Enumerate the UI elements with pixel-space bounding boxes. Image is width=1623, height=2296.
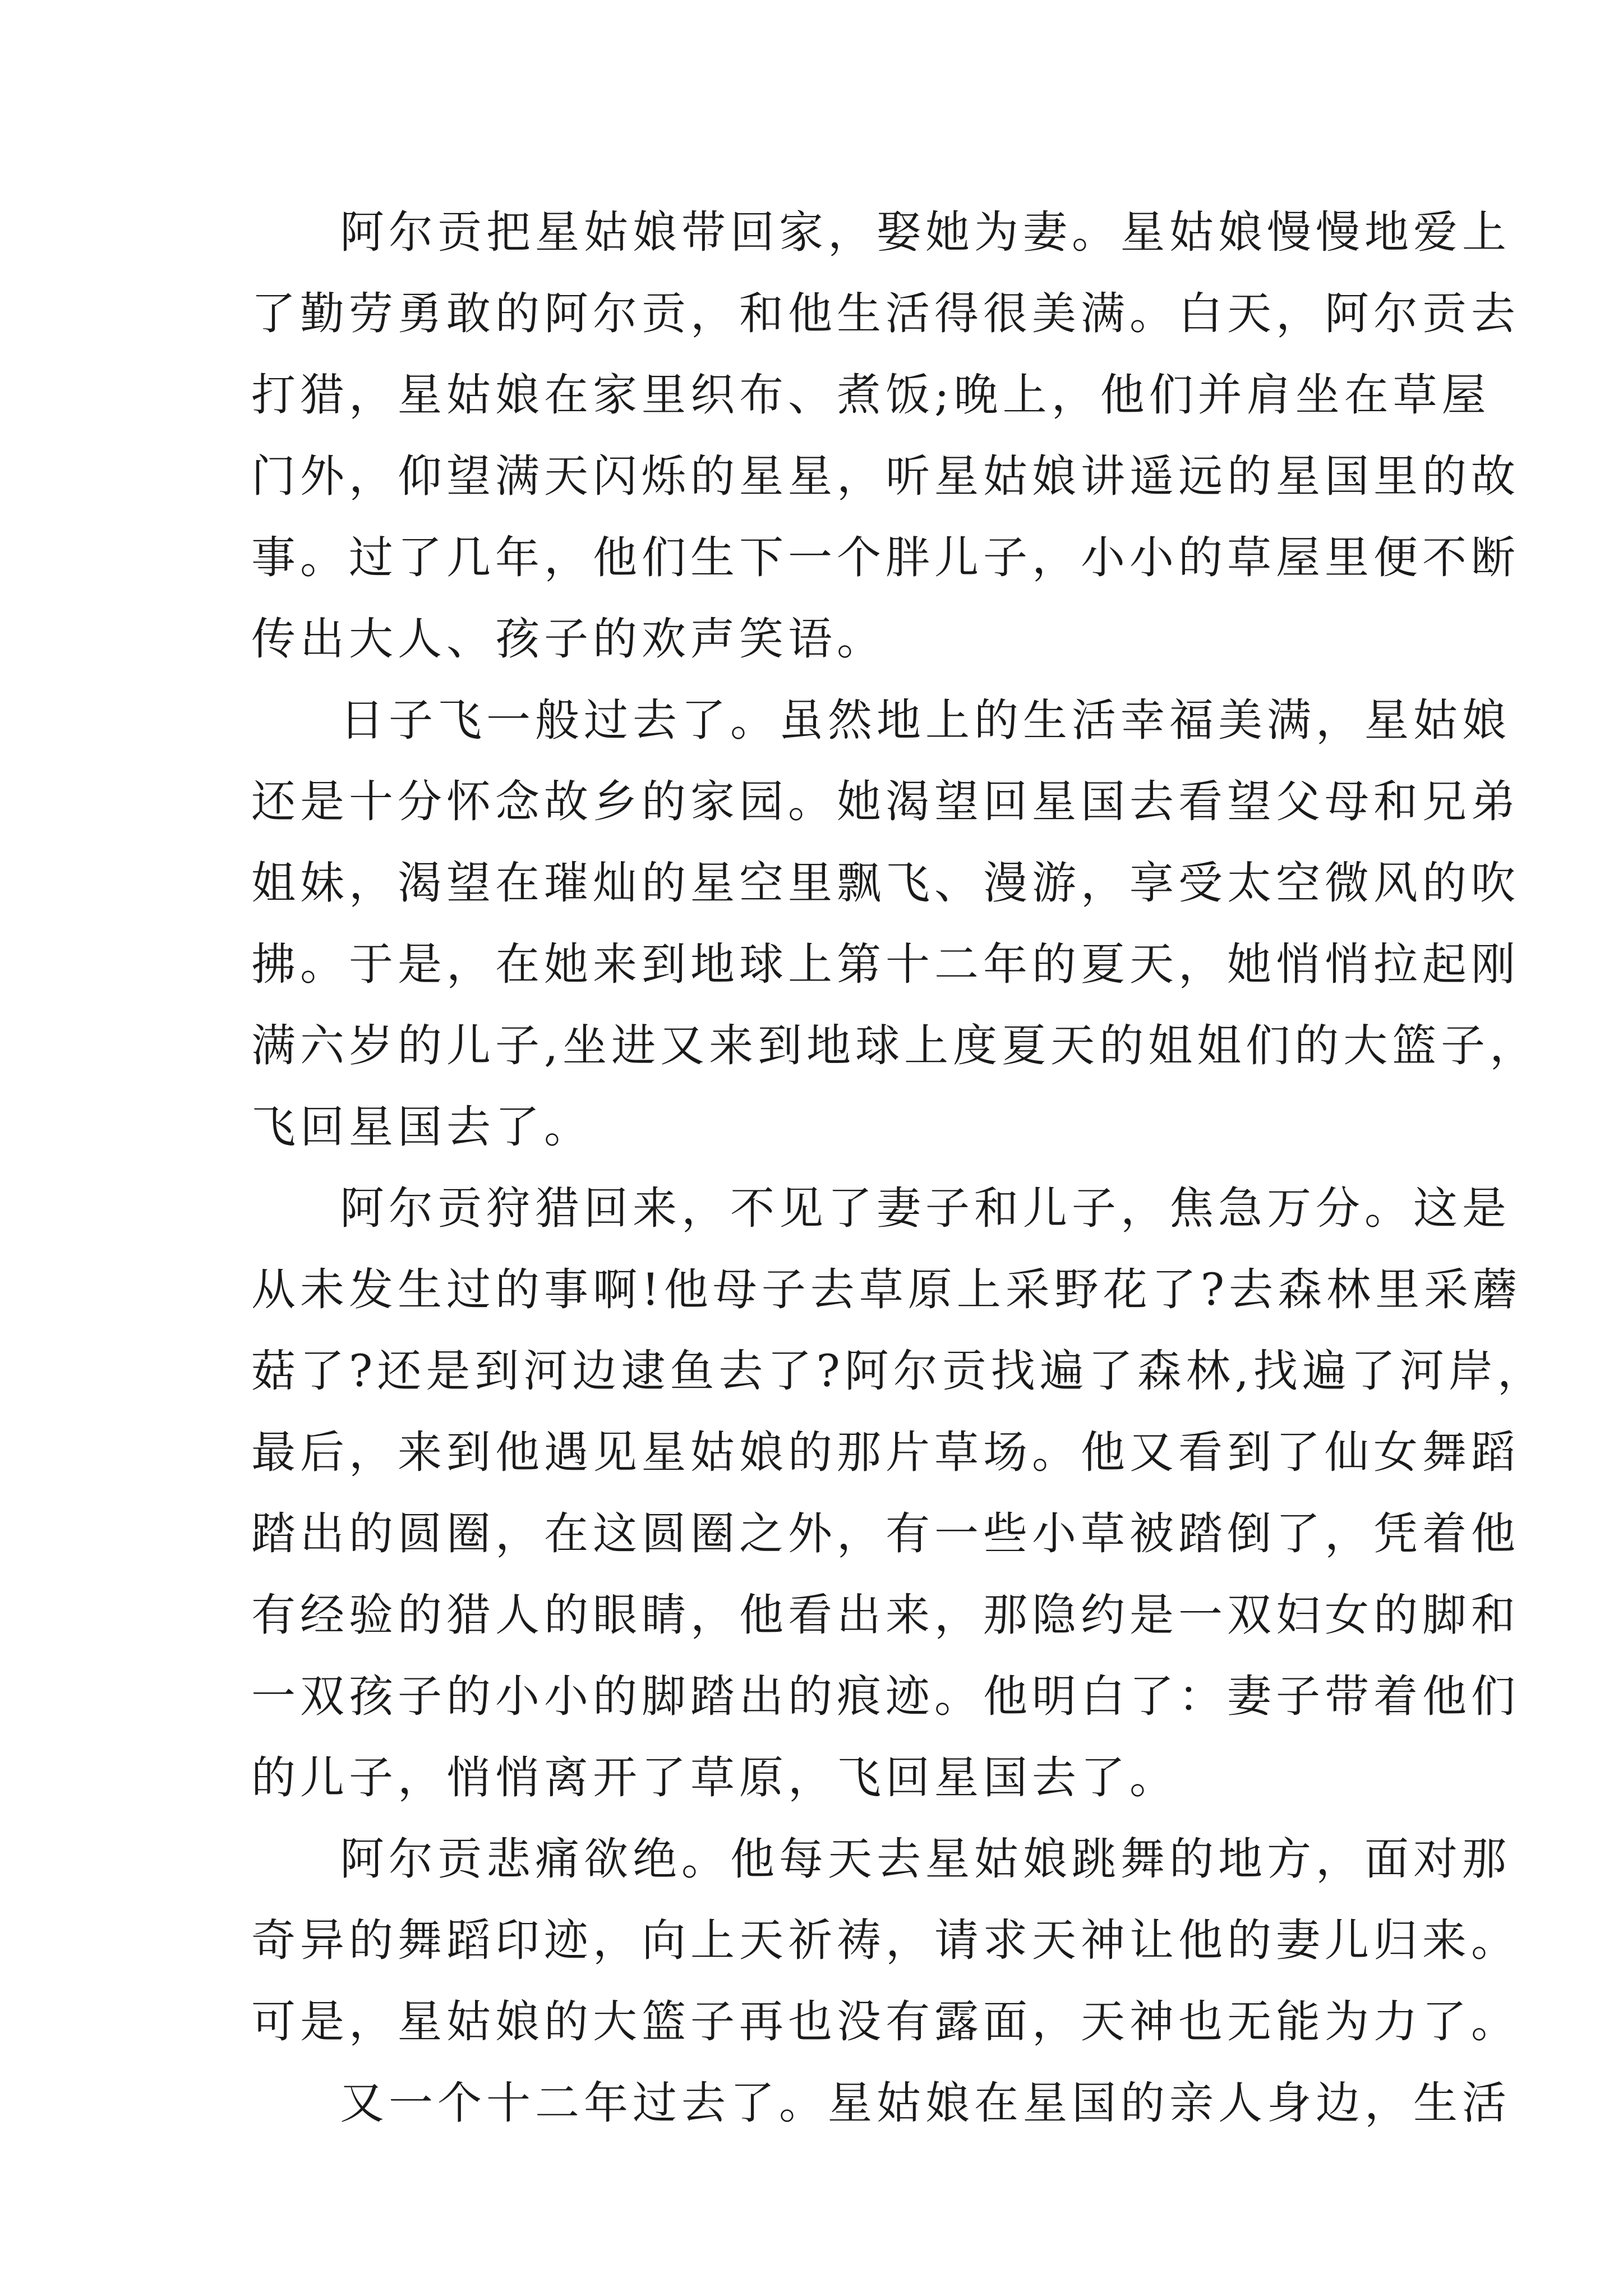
text-line: 拂。于是，在她来到地球上第十二年的夏天，她悄悄拉起刚 — [251, 938, 1520, 990]
text-line: 的儿子，悄悄离开了草原，飞回星国去了。 — [251, 1752, 1178, 1803]
text-line: 又一个十二年过去了。星姑娘在星国的亲人身边，生活 — [340, 2077, 1511, 2129]
text-line: 还是十分怀念故乡的家园。她渴望回星国去看望父母和兄弟 — [251, 776, 1520, 827]
text-line: 打猎，星姑娘在家里织布、煮饭;晚上，他们并肩坐在草屋 — [251, 369, 1491, 421]
paragraph — [251, 680, 1539, 1168]
text-line: 菇了?还是到河边逮鱼去了?阿尔贡找遍了森林,找遍了河岸， — [251, 1345, 1546, 1397]
paragraph — [251, 192, 1520, 680]
paragraph — [251, 1819, 1520, 2063]
text-line: 阿尔贡悲痛欲绝。他每天去星姑娘跳舞的地方，面对那 — [340, 1833, 1511, 1885]
text-line: 日子飞一般过去了。虽然地上的生活幸福美满，星姑娘 — [340, 694, 1511, 746]
text-line: 事。过了几年，他们生下一个胖儿子，小小的草屋里便不断 — [251, 532, 1520, 583]
text-line: 阿尔贡把星姑娘带回家，娶她为妻。星姑娘慢慢地爱上 — [340, 206, 1511, 258]
text-line: 从未发生过的事啊!他母子去草原上采野花了?去森林里采蘑 — [251, 1264, 1522, 1315]
paragraph — [251, 2063, 1511, 2144]
text-line: 门外，仰望满天闪烁的星星，听星姑娘讲遥远的星国里的故 — [251, 450, 1520, 502]
text-line: 最后，来到他遇见星姑娘的那片草场。他又看到了仙女舞蹈 — [251, 1427, 1520, 1478]
text-line: 了勤劳勇敢的阿尔贡，和他生活得很美满。白天，阿尔贡去 — [251, 288, 1520, 339]
text-line: 可是，星姑娘的大篮子再也没有露面，天神也无能为力了。 — [251, 1996, 1520, 2047]
text-line: 一双孩子的小小的脚踏出的痕迹。他明白了：妻子带着他们 — [251, 1671, 1520, 1722]
text-line: 姐妹，渴望在璀灿的星空里飘飞、漫游，享受太空微风的吹 — [251, 857, 1520, 909]
body-text — [251, 192, 1546, 2144]
text-line: 有经验的猎人的眼睛，他看出来，那隐约是一双妇女的脚和 — [251, 1589, 1520, 1641]
text-line: 飞回星国去了。 — [251, 1101, 593, 1153]
text-line: 奇异的舞蹈印迹，向上天祈祷，请求天神让他的妻儿归来。 — [251, 1915, 1520, 1966]
text-line: 传出大人、孩子的欢声笑语。 — [251, 613, 886, 665]
text-line: 阿尔贡狩猎回来，不见了妻子和儿子，焦急万分。这是 — [340, 1182, 1511, 1234]
paragraph — [251, 1168, 1546, 1819]
text-line: 满六岁的儿子,坐进又来到地球上度夏天的姐姐们的大篮子， — [251, 1020, 1539, 1071]
text-line: 踏出的圆圈，在这圆圈之外，有一些小草被踏倒了，凭着他 — [251, 1508, 1520, 1559]
